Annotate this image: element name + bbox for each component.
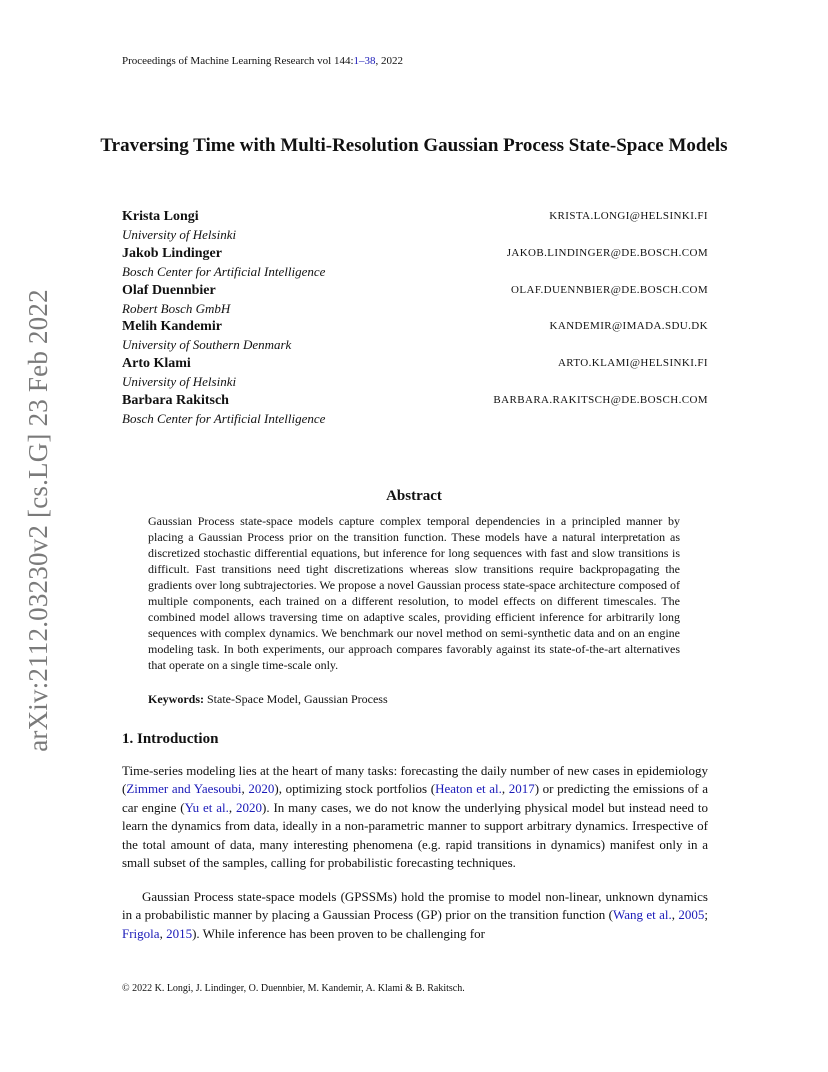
- body-text: ). In many cases, we do not know the underlying physical model but instead need to learn the dynamics from data, ideally in a non-parametric manner to support arbitrary dynamics. Irrespective of the total amount of data, many interesting phenomena (e.g. rapid transitions in dynamics) manifest only in a small subset of the samples, calling for probabilistic forecasting techniques.: [122, 799, 708, 871]
- author-affiliation: University of Southern Denmark: [122, 337, 292, 352]
- section-heading-introduction: 1. Introduction: [122, 731, 219, 747]
- author-affiliation: Bosch Center for Artificial Intelligence: [122, 411, 326, 426]
- author-block: [122, 392, 708, 427]
- author-email[interactable]: KRISTA.LONGI@HELSINKI.FI: [549, 210, 708, 222]
- arxiv-identifier: arXiv:2112.03230v2 [cs.LG] 23 Feb 2022: [22, 288, 53, 752]
- author-name: Melih Kandemir: [122, 319, 222, 334]
- intro-paragraph-1: [122, 762, 708, 872]
- author-block: [122, 355, 708, 390]
- body-text: ,: [159, 925, 167, 941]
- body-text: ,: [671, 907, 679, 923]
- body-text: ) or predicting the emissions of a car engine (: [122, 781, 708, 815]
- copyright-footer: © 2022 K. Longi, J. Lindinger, O. Duennbier, M. Kandemir, A. Klami & B. Rakitsch.: [122, 983, 465, 994]
- body-text: ,: [228, 799, 236, 815]
- author-affiliation: Robert Bosch GmbH: [122, 301, 231, 316]
- author-email[interactable]: ARTO.KLAMI@HELSINKI.FI: [557, 357, 708, 369]
- author-name: Krista Longi: [122, 209, 199, 224]
- citation-year-link[interactable]: 2020: [248, 781, 275, 797]
- body-text: ). While inference has been proven to be challenging for: [192, 925, 485, 941]
- body-text: ;: [704, 907, 709, 923]
- intro-paragraph-2: [122, 888, 708, 943]
- body-text: ), optimizing stock portfolios (: [274, 781, 436, 797]
- author-affiliation: University of Helsinki: [122, 227, 237, 242]
- keywords-value: State-Space Model, Gaussian Process: [207, 692, 388, 706]
- author-email[interactable]: OLAF.DUENNBIER@DE.BOSCH.COM: [511, 284, 708, 296]
- author-name: Barbara Rakitsch: [122, 393, 229, 408]
- author-block: [122, 318, 708, 353]
- author-name: Arto Klami: [122, 356, 191, 371]
- author-affiliation: University of Helsinki: [122, 374, 237, 389]
- citation-year-link[interactable]: 2005: [678, 907, 705, 923]
- author-email[interactable]: KANDEMIR@IMADA.SDU.DK: [549, 320, 708, 332]
- author-block: [122, 245, 708, 280]
- body-text: Gaussian Process state-space models (GPSSMs) hold the promise to model non-linear, unknown dynamics in a probabilistic manner by placing a Gaussian Process (GP) prior on the transition function (: [122, 889, 708, 923]
- citation-link[interactable]: Frigola: [122, 925, 160, 941]
- author-email[interactable]: JAKOB.LINDINGER@DE.BOSCH.COM: [506, 247, 708, 259]
- proceedings-text: Proceedings of Machine Learning Research vol 144:: [122, 55, 354, 67]
- author-name: Olaf Duennbier: [122, 283, 216, 298]
- running-header: [122, 55, 403, 67]
- citation-year-link[interactable]: 2015: [166, 925, 193, 941]
- citation-link[interactable]: Zimmer and Yaesoubi: [126, 781, 242, 797]
- author-block: [122, 208, 708, 243]
- keywords-line: [148, 691, 680, 707]
- body-text: ,: [241, 781, 249, 797]
- author-affiliation: Bosch Center for Artificial Intelligence: [122, 264, 326, 279]
- abstract-heading: Abstract: [386, 488, 442, 504]
- citation-link[interactable]: Wang et al.: [613, 907, 672, 923]
- arxiv-side-stamp: [18, 270, 58, 770]
- proceedings-year: , 2022: [375, 55, 404, 67]
- paper-title: Traversing Time with Multi-Resolution Gaussian Process State-Space Models: [100, 135, 728, 156]
- citation-link[interactable]: Yu et al.: [184, 799, 229, 815]
- citation-link[interactable]: Heaton et al.: [435, 781, 502, 797]
- abstract-text: Gaussian Process state-space models capture complex temporal dependencies in a principled manner by placing a Gaussian Process prior on the transition function. These models have a natural interpretation as discretized stochastic differential equations, but inference for long sequences with fast and slow transitions is difficult. Fast transitions need tight discretizations whereas slow transitions require backpropagating the gradients over long subtrajectories. We propose a novel Gaussian process state-space architecture composed of multiple components, each trained on a different resolution, to model effects on different timescales. The combined model allows traversing time on adaptive scales, providing efficient inference for arbitrarily long sequences with complex dynamics. We benchmark our novel method on semi-synthetic data and on an engine modeling task. In both experiments, our approach compares favorably against its state-of-the-art alternatives that operate on a single time-scale only.: [148, 514, 680, 672]
- keywords-label: Keywords:: [148, 692, 204, 706]
- body-text: Time-series modeling lies at the heart of many tasks: forecasting the daily number of new cases in epidemiology (: [122, 763, 708, 797]
- body-text: ,: [501, 781, 509, 797]
- author-block: [122, 282, 708, 317]
- author-name: Jakob Lindinger: [122, 246, 222, 261]
- author-email[interactable]: BARBARA.RAKITSCH@DE.BOSCH.COM: [493, 394, 708, 406]
- citation-year-link[interactable]: 2020: [236, 799, 262, 815]
- page-range-link[interactable]: 1–38: [353, 55, 376, 67]
- citation-year-link[interactable]: 2017: [508, 781, 535, 797]
